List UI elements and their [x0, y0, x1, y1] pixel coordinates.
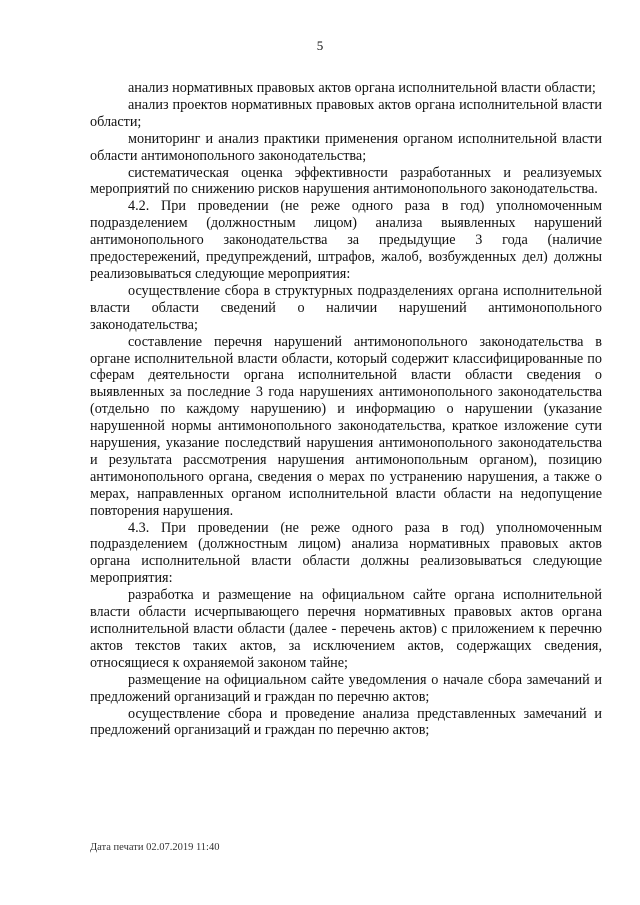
paragraph: осуществление сбора и проведение анализа представленных замечаний и предложений организаций и граждан по перечню актов; [90, 705, 602, 739]
print-date-footer: Дата печати 02.07.2019 11:40 [90, 842, 220, 853]
paragraph: осуществление сбора в структурных подразделениях органа исполнительной власти области сведений о наличии нарушений антимонопольного законодательства; [90, 282, 602, 333]
paragraph: анализ проектов нормативных правовых актов органа исполнительной власти области; [90, 96, 602, 130]
document-body [90, 80, 602, 739]
paragraph: мониторинг и анализ практики применения органом исполнительной власти области антимонопольного законодательства; [90, 130, 602, 164]
paragraph: размещение на официальном сайте уведомления о начале сбора замечаний и предложений организаций и граждан по перечню актов; [90, 671, 602, 705]
paragraph: составление перечня нарушений антимонопольного законодательства в органе исполнительной власти области, который содержит классифицированные по сферам деятельности органа исполнительной власти области сведения о выявленных за последние 3 года нарушениях антимонопольного законодательства (отдельно по каждому нарушению) и информацию о нарушении (указание нарушенной нормы антимонопольного законодательства, краткое изложение сути нарушения, указание последствий нарушения антимонопольного законодательства и результата рассмотрения нарушения антимонопольным органом), позицию антимонопольного органа, сведения о мерах по устранению нарушения, а также о мерах, направленных органом исполнительной власти области на недопущение повторения нарушения. [90, 333, 602, 519]
paragraph: 4.2. При проведении (не реже одного раза в год) уполномоченным подразделением (должностным лицом) анализа выявленных нарушений антимонопольного законодательства за предыдущие 3 года (наличие предостережений, предупреждений, штрафов, жалоб, возбужденных дел) должны реализовываться следующие мероприятия: [90, 198, 602, 282]
page-number: 5 [316, 38, 324, 53]
paragraph: систематическая оценка эффективности разработанных и реализуемых мероприятий по снижению рисков нарушения антимонопольного законодательства. [90, 164, 602, 198]
paragraph: 4.3. При проведении (не реже одного раза в год) уполномоченным подразделением (должностным лицом) анализа нормативных правовых актов органа исполнительной власти области должны реализовываться следующие мероприятия: [90, 519, 602, 587]
paragraph: разработка и размещение на официальном сайте органа исполнительной власти области исчерпывающего перечня нормативных правовых актов органа исполнительной власти области (далее - перечень актов) с приложением к перечню актов текстов таких актов, за исключением актов, содержащих сведения, относящиеся к охраняемой законом тайне; [90, 587, 602, 671]
paragraph: анализ нормативных правовых актов органа исполнительной власти области; [128, 80, 596, 96]
